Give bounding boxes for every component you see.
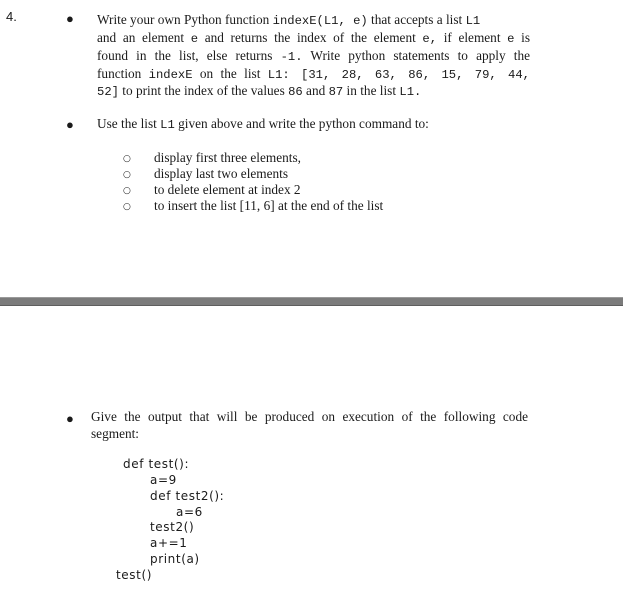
code-line-5: test2() [150, 520, 195, 534]
inline-text: Use the list [97, 116, 161, 131]
part1-line-2 [97, 29, 530, 48]
code-line-3: def test2(): [150, 489, 225, 503]
inline-text: given above and write the python command to: [174, 116, 429, 131]
sub-bullet-1: ○ [123, 154, 131, 164]
bullet-part2: ● [66, 117, 74, 132]
inline-text: if element [437, 30, 508, 45]
sub-bullet-3: ○ [123, 186, 131, 196]
inline-text: that accepts a list [367, 12, 466, 27]
subitem-4: to insert the list [11, 6] at the end of the list [154, 198, 384, 213]
inline-code: L1. [399, 85, 422, 99]
question-number: 4. [6, 9, 17, 24]
inline-code: indexE(L1, e) [272, 14, 368, 28]
inline-text: and returns the index of the element [198, 30, 423, 45]
inline-text: and [302, 83, 329, 98]
inline-code: 86 [288, 85, 303, 99]
bullet-part3: ● [66, 411, 74, 426]
part1-line-1 [97, 11, 480, 30]
code-line-4: a=6 [176, 505, 203, 519]
part1-line-3 [97, 47, 530, 66]
inline-text: is [514, 30, 530, 45]
code-line-1: def test(): [123, 457, 190, 471]
subitem-1: display first three elements, [154, 150, 301, 165]
inline-text: found in the list, else returns [97, 48, 281, 63]
inline-code: L1 [160, 118, 175, 132]
inline-code: 52] [97, 85, 119, 99]
code-line-6: a+=1 [150, 536, 188, 550]
subitem-3: to delete element at index 2 [154, 182, 301, 197]
inline-text: and an element [97, 30, 191, 45]
inline-code: L1: [31, 28, 63, 86, 15, 79, 44, [267, 68, 530, 82]
inline-text: to print the index of the values [118, 83, 289, 98]
subitem-2: display last two elements [154, 166, 289, 181]
sub-bullet-2: ○ [123, 170, 131, 180]
inline-text: on the list [192, 66, 268, 81]
page-divider [0, 297, 623, 306]
part1-line-5 [97, 82, 421, 101]
inline-text: function [97, 66, 149, 81]
code-line-2: a=9 [150, 473, 177, 487]
inline-code: -1. [280, 50, 303, 64]
inline-code: e [190, 32, 199, 46]
inline-code: e [507, 32, 515, 46]
inline-code: 87 [328, 85, 344, 99]
inline-text: in the list [343, 83, 400, 98]
inline-text: Write your own Python function [97, 12, 273, 27]
part3-line-1: Give the output that will be produced on execution of the following code [91, 409, 528, 424]
inline-code: L1 [465, 14, 481, 28]
bullet-part1: ● [66, 11, 74, 26]
sub-bullet-4: ○ [123, 202, 131, 212]
inline-text: Write python statements to apply the [302, 48, 531, 63]
code-line-7: print(a) [150, 552, 200, 566]
code-line-8: test() [116, 568, 153, 582]
inline-code: indexE [148, 68, 193, 82]
part2-intro [97, 115, 429, 134]
part3-line-2: segment: [91, 426, 140, 441]
inline-code: e, [422, 32, 438, 46]
